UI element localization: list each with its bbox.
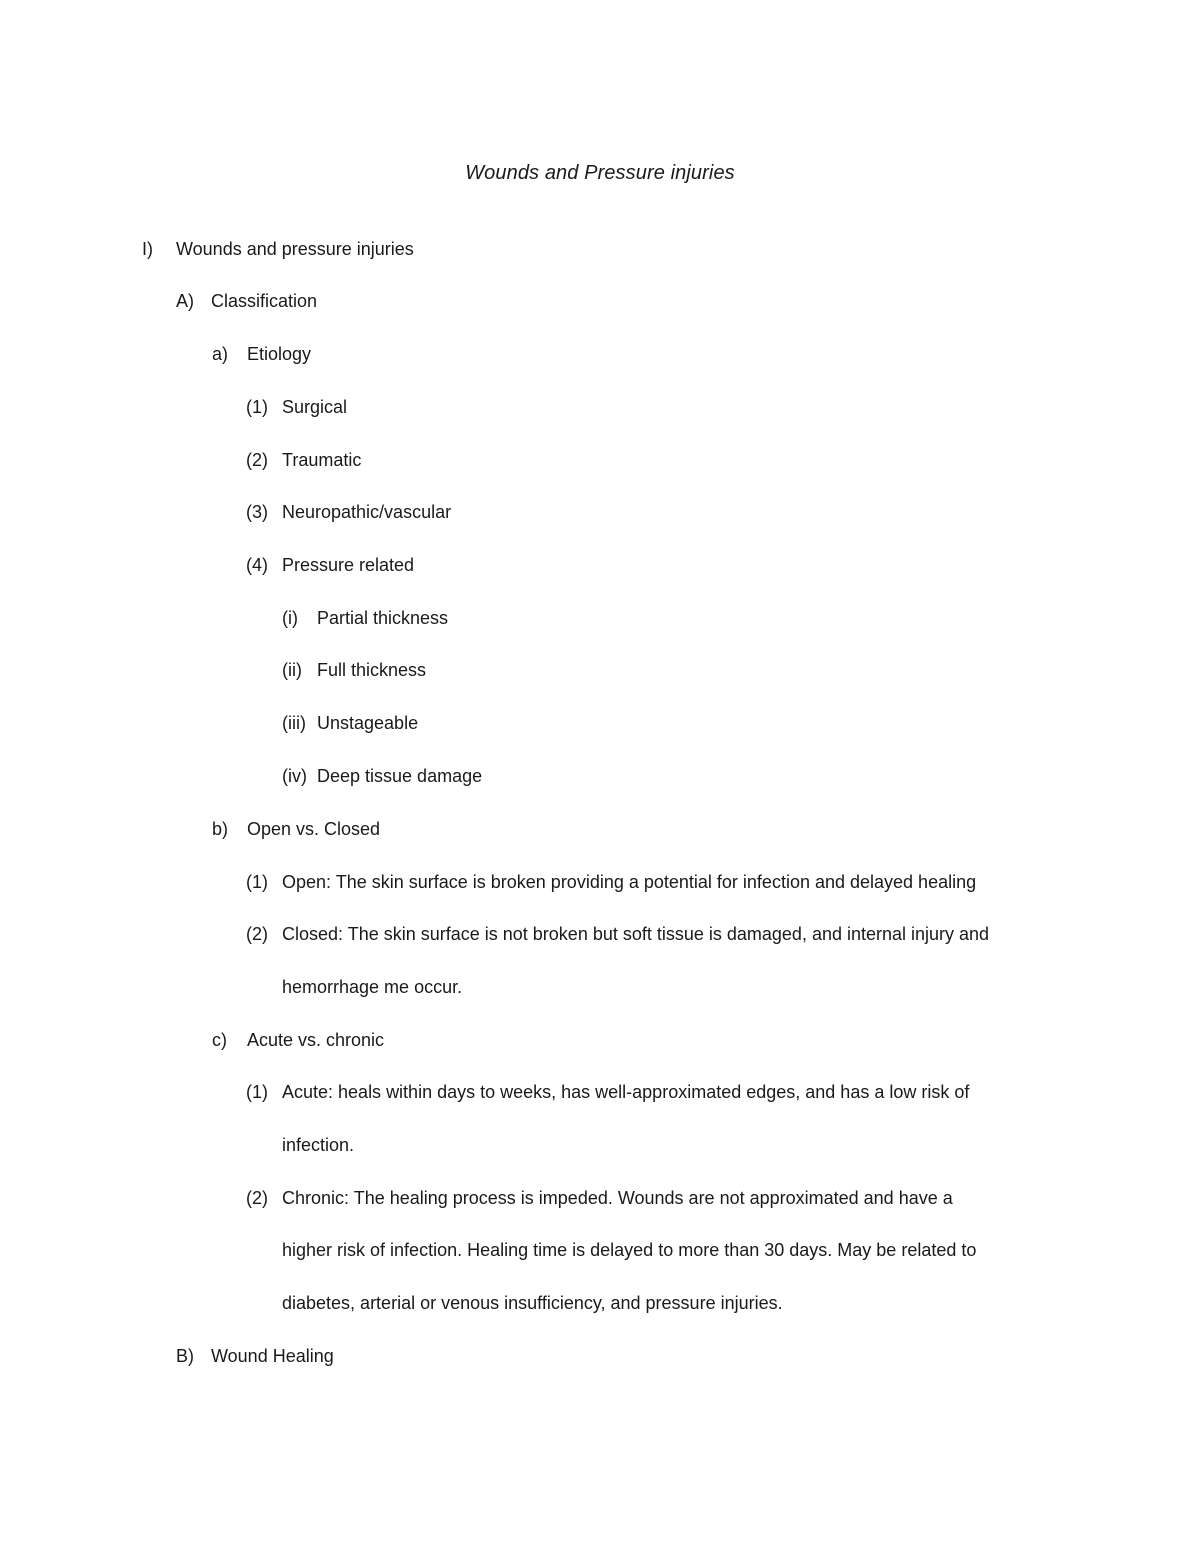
outline-text: Deep tissue damage xyxy=(317,766,483,786)
outline-marker: a) xyxy=(212,344,229,364)
outline-marker: b) xyxy=(212,819,229,839)
outline-marker: (1) xyxy=(246,397,268,417)
document-title: Wounds and Pressure injuries xyxy=(465,162,735,184)
outline-text: Etiology xyxy=(247,344,312,364)
outline-text: Unstageable xyxy=(317,713,419,733)
outline-marker: (3) xyxy=(246,502,268,522)
outline-text: Open: The skin surface is broken providing a potential for infection and delayed healing xyxy=(282,872,977,892)
outline-text: Pressure related xyxy=(282,555,415,575)
outline-text: Neuropathic/vascular xyxy=(282,502,452,522)
outline-text: Acute: heals within days to weeks, has well-approximated edges, and has a low risk of xyxy=(282,1082,970,1102)
outline-text: Open vs. Closed xyxy=(247,819,381,839)
outline-text-continued: hemorrhage me occur. xyxy=(282,977,463,997)
outline-text: Traumatic xyxy=(282,450,362,470)
outline-marker: (iv) xyxy=(282,766,307,786)
outline-marker: B) xyxy=(176,1346,194,1366)
outline-marker: (2) xyxy=(246,1188,268,1208)
outline-marker: (1) xyxy=(246,1082,268,1102)
outline-text: Wound Healing xyxy=(211,1346,334,1366)
outline-text: Surgical xyxy=(282,397,348,417)
outline-text: Acute vs. chronic xyxy=(247,1030,385,1050)
outline-marker: (2) xyxy=(246,924,268,944)
outline-marker: c) xyxy=(212,1030,227,1050)
outline-marker: (i) xyxy=(282,608,298,628)
outline-text: Full thickness xyxy=(317,660,427,680)
outline-text: Chronic: The healing process is impeded. Wounds are not approximated and have a xyxy=(282,1188,953,1208)
outline-text-continued: higher risk of infection. Healing time is delayed to more than 30 days. May be related to xyxy=(282,1240,977,1260)
outline-text: Closed: The skin surface is not broken but soft tissue is damaged, and internal injury and xyxy=(282,924,990,944)
outline-marker: (ii) xyxy=(282,660,302,680)
outline-marker: (1) xyxy=(246,872,268,892)
outline-text-continued: diabetes, arterial or venous insufficiency, and pressure injuries. xyxy=(282,1293,783,1313)
outline-marker: (2) xyxy=(246,450,268,470)
outline-marker: (4) xyxy=(246,555,268,575)
outline-marker: (iii) xyxy=(282,713,306,733)
outline-marker: A) xyxy=(176,291,194,311)
outline-text: Wounds and pressure injuries xyxy=(176,239,414,259)
outline-marker: I) xyxy=(142,239,153,259)
outline-text: Classification xyxy=(211,291,318,311)
outline-text-continued: infection. xyxy=(282,1135,355,1155)
outline-text: Partial thickness xyxy=(317,608,449,628)
